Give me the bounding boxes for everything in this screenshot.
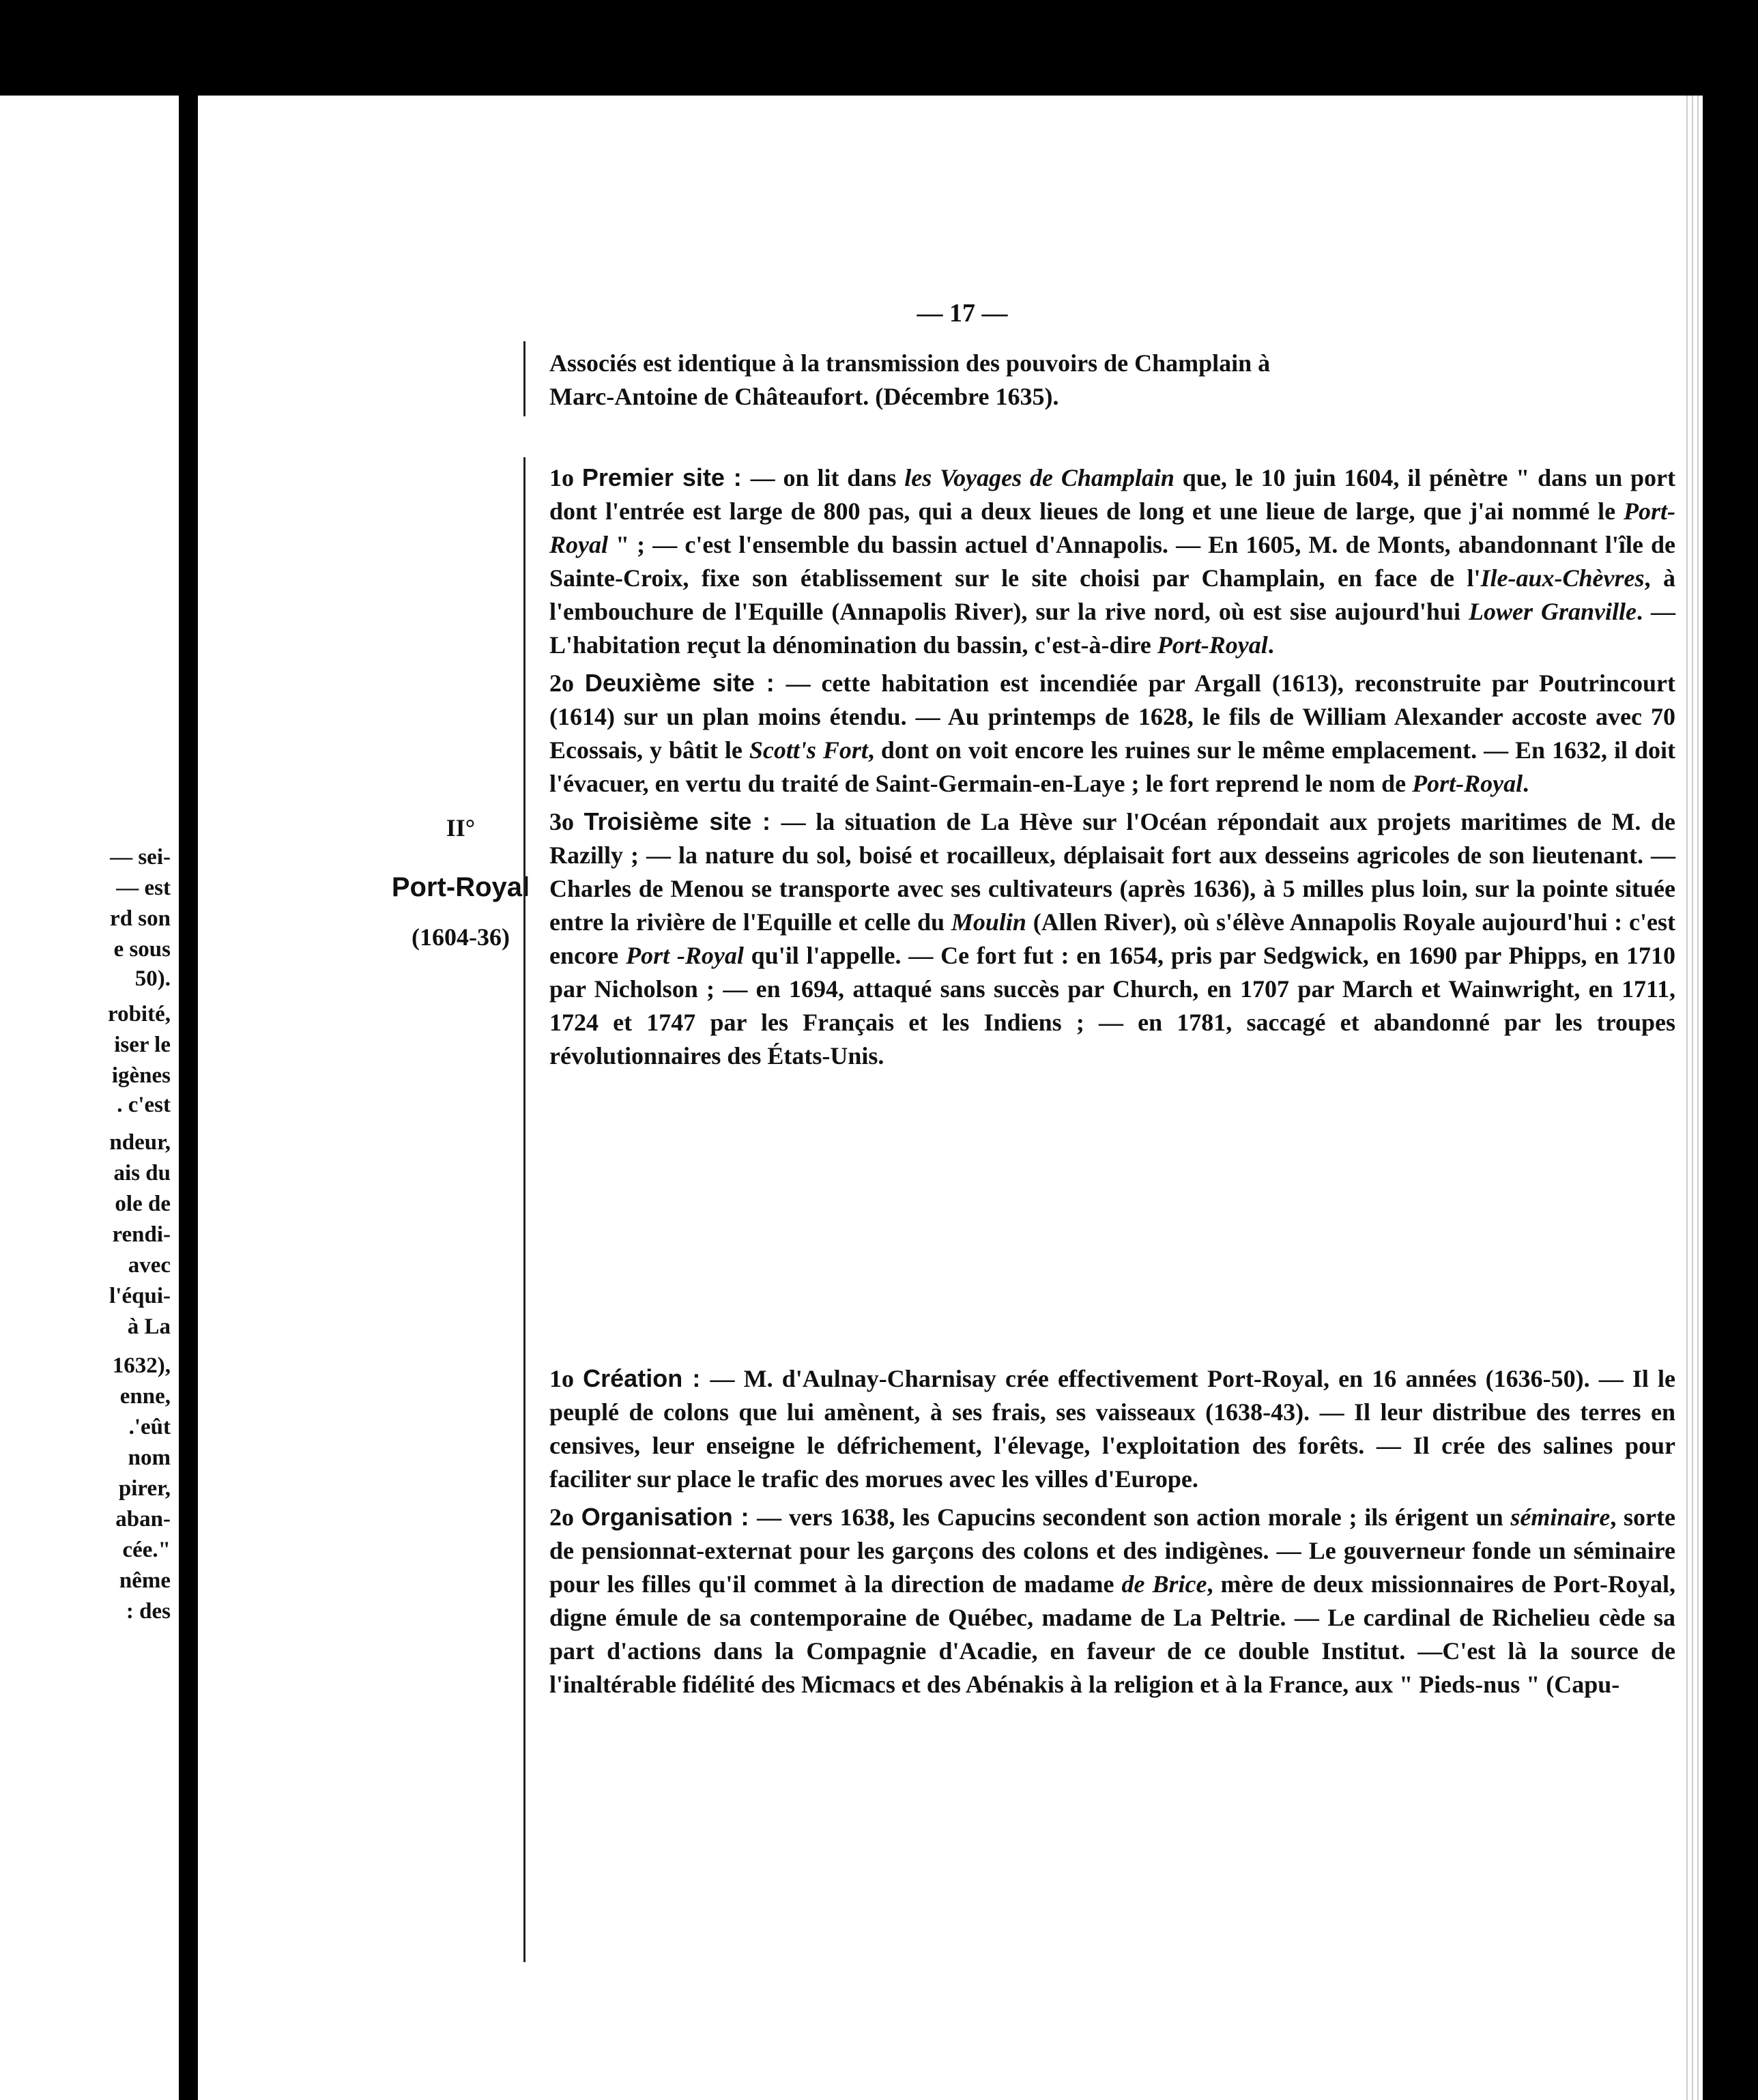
numbered-item <box>549 1500 1675 1701</box>
item-number: 2o <box>549 670 585 697</box>
italic-term: Scott's Fort <box>749 736 868 764</box>
item-text: , dont on voit encore les ruines sur le même emplacement. — En 1632, il doit l'évacuer, en vertu du traité de Saint-Germain-en-Laye ; le fort reprend le nom de <box>549 736 1675 797</box>
facing-page-fragment: . c'est <box>117 1093 171 1117</box>
facing-page-fragment: .'eût <box>128 1415 171 1439</box>
facing-page-fragment: ole de <box>115 1192 171 1216</box>
facing-page-fragment: enne, <box>119 1384 171 1409</box>
margin-rule <box>523 341 536 416</box>
facing-page-fragment: rd son <box>110 906 171 931</box>
facing-page <box>0 96 179 2100</box>
item-text: " ; — c'est l'ensemble du bassin actuel d'Annapolis. — En 1605, M. de Monts, abandonnant l'île de Sainte-Croix, fixe son établissement sur le site choisi par Champlain, en face de l' <box>549 531 1675 592</box>
item-heading: Création : <box>583 1364 710 1392</box>
italic-term: les Voyages de Champlain <box>904 464 1175 491</box>
section-brace <box>523 457 536 1426</box>
numbered-item <box>549 461 1675 662</box>
facing-page-fragment: igènes <box>111 1063 171 1088</box>
item-text: . <box>1267 631 1274 659</box>
facing-page-fragment: rendi- <box>112 1222 171 1247</box>
italic-term: Moulin <box>951 908 1026 936</box>
section-brace <box>523 1362 536 1962</box>
facing-page-fragment: robité, <box>108 1002 171 1026</box>
section-title: Port-Royal <box>391 872 530 902</box>
italic-term: Port-Royal <box>549 498 1675 558</box>
facing-page-fragment: pirer, <box>118 1476 171 1501</box>
item-text: , à l'embouchure de l'Equille (Annapolis River), sur la rive nord, où est sise aujourd'hui <box>549 564 1676 625</box>
numbered-item <box>549 1362 1675 1496</box>
facing-page-fragment: e sous <box>113 937 171 962</box>
document-page <box>198 96 1703 2100</box>
section-number: II° <box>446 814 476 842</box>
facing-page-fragment: ndeur, <box>109 1130 171 1155</box>
italic-term: de Brice <box>1121 1570 1207 1598</box>
item-text: qu'il l'appelle. — Ce fort fut : en 1654, pris par Sedgwick, en 1690 par Phipps, en 1710 par Nicholson ; — en 1694, attaqué sans succès par Church, en 1707 par March et Wainwright, en 1711, 1724 et 1747 par les Français et les Indiens ; — en 1781, saccagé et abandonné par les troupes révolutionnaires des États-Unis. <box>549 942 1675 1069</box>
item-heading: Premier site : <box>581 463 751 491</box>
italic-term: Ile-aux-Chèvres <box>1480 564 1645 592</box>
facing-page-fragment: 1632), <box>112 1353 171 1378</box>
page-edge <box>1682 96 1703 2100</box>
italic-term: Port-Royal <box>1157 631 1268 659</box>
item-text: — M. d'Aulnay-Charnisay crée effectivement Port-Royal, en 16 années (1636-50). — Il le peuplé de colons que lui amènent, à ses frais, ses vaisseaux (1638-43). — Il leur distribue des terres en censives, leur enseigne le défrichement, l'élevage, l'exploitation des forêts. — Il crée des salines pour faciliter sur place le trafic des morues avec les villes d'Europe. <box>549 1365 1676 1493</box>
organization-section <box>549 1362 1675 1706</box>
page-number: — 17 — <box>917 299 1008 328</box>
item-text: que, le 10 juin 1604, il pénètre " dans un port dont l'entrée est large de 800 pas, qui a deux lieues de long et une lieue de large, que j'ai nommé le <box>549 464 1676 525</box>
facing-page-fragment: 50). <box>134 966 171 991</box>
facing-page-fragment: à La <box>127 1314 171 1339</box>
facing-page-fragment: : des <box>126 1599 171 1624</box>
facing-page-fragment: — sei- <box>110 845 171 869</box>
item-text: . — L'habitation reçut la dénomination du bassin, c'est-à-dire <box>549 598 1676 659</box>
item-heading: Deuxième site : <box>584 669 786 697</box>
italic-term: séminaire <box>1510 1504 1611 1531</box>
item-text: — vers 1638, les Capucins secondent son action morale ; ils érigent un <box>757 1504 1511 1531</box>
facing-page-fragment: l'équi- <box>109 1284 171 1308</box>
italic-term: Port -Royal <box>626 942 744 969</box>
intro-paragraph <box>549 347 1675 414</box>
item-number: 3o <box>549 808 584 835</box>
item-text: (Allen River), où s'élève Annapolis Royale aujourd'hui : c'est encore <box>549 908 1676 969</box>
numbered-item <box>549 805 1675 1073</box>
item-number: 1o <box>549 1365 583 1392</box>
item-text: , mère de deux missionnaires de Port-Royal, digne émule de sa contemporaine de Québec, madame de La Peltrie. — Le cardinal de Richelieu cède sa part d'actions dans la Compagnie d'Acadie, en faveur de ce double Institut. —C'est là la source de l'inaltérable fidélité des Micmacs et des Abénakis à la religion et à la France, aux " Pieds-nus " (Capu- <box>549 1570 1675 1698</box>
item-number: 1o <box>549 464 582 491</box>
facing-page-fragment: nom <box>128 1445 171 1470</box>
facing-page-fragment: iser le <box>114 1033 171 1057</box>
intro-line-2: Marc-Antoine de Châteaufort. (Décembre 1635). <box>549 383 1059 410</box>
item-number: 2o <box>549 1504 581 1531</box>
sites-section <box>549 461 1675 1077</box>
italic-term: Lower Granville <box>1469 598 1637 625</box>
facing-page-fragment: aban- <box>115 1507 171 1531</box>
item-text: , sorte de pensionnat-externat pour les garçons des colons et des indigènes. — Le gouverneur fonde un séminaire pour les filles qu'il commet à la direction de madame <box>549 1504 1676 1598</box>
facing-page-fragment: ais du <box>113 1161 171 1185</box>
item-text: . <box>1523 770 1529 797</box>
facing-page-fragment: — est <box>116 876 171 900</box>
facing-page-fragment: nême <box>119 1568 171 1593</box>
intro-line-1: Associés est identique à la transmission des pouvoirs de Champlain à <box>549 349 1271 377</box>
item-text: — la situation de La Hève sur l'Océan répondait aux projets maritimes de M. de Razilly ; — la nature du sol, boisé et rocailleux, déplaisait fort aux desseins agricoles de son lieutenant. — Charles de Menou se transporte avec ses cultivateurs (après 1636), à 5 milles plus loin, sur la pointe située entre la rivière de l'Equille et celle du <box>549 808 1676 936</box>
facing-page-fragment: cée." <box>122 1538 171 1562</box>
section-dates: (1604-36) <box>412 923 510 951</box>
facing-page-fragment: avec <box>128 1253 171 1278</box>
numbered-item <box>549 666 1675 801</box>
item-text: — on lit dans <box>750 464 905 491</box>
item-heading: Troisième site : <box>583 807 781 835</box>
item-heading: Organisation : <box>581 1503 758 1531</box>
item-text: — cette habitation est incendiée par Argall (1613), reconstruite par Poutrincourt (1614) sur un plan moins étendu. — Au printemps de 1628, le fils de William Alexander accoste avec 70 Ecossais, y bâtit le <box>549 670 1676 764</box>
italic-term: Port-Royal <box>1412 770 1523 797</box>
